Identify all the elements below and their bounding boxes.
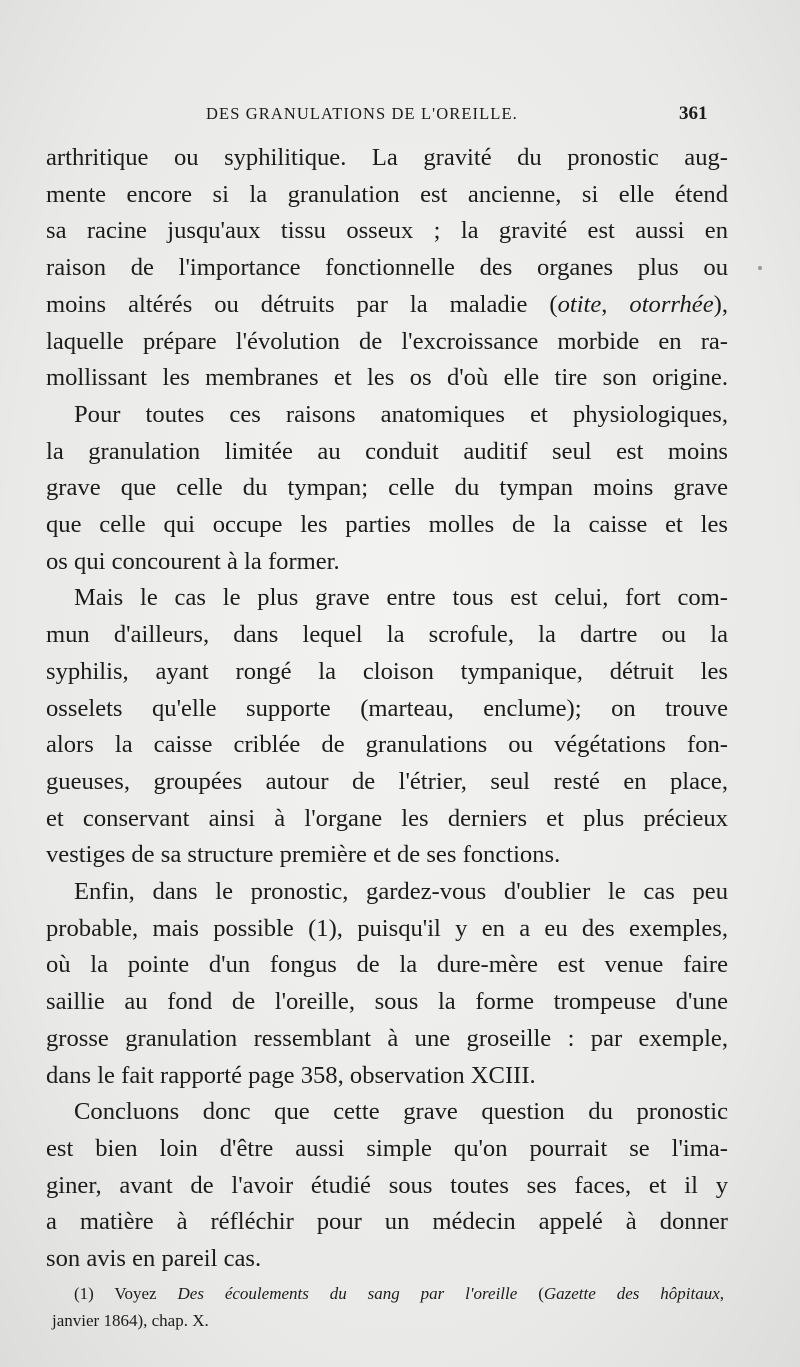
text-line: mollissant les membranes et les os d'où elle tire son origine.: [46, 364, 728, 392]
text-line: laquelle prépare l'évolution de l'excroissance morbide en ra-: [46, 327, 728, 355]
text-line: et conservant ainsi à l'organe les derniers et plus précieux: [46, 804, 728, 832]
text-line: Mais le cas le plus grave entre tous est celui, fort com-: [74, 584, 728, 612]
text-line: grosse granulation ressemblant à une groseille : par exemple,: [46, 1024, 728, 1052]
paragraph-4: [46, 874, 728, 1094]
paragraph-2: [46, 397, 728, 581]
text-line: mente encore si la granulation est ancienne, si elle étend: [46, 180, 728, 208]
text-line: raison de l'importance fonctionnelle des organes plus ou: [46, 254, 728, 282]
italic-title: Gazette des hôpitaux: [543, 1284, 720, 1303]
text-line: Concluons donc que cette grave question du pronostic: [74, 1098, 728, 1126]
text-fragment: moins altérés ou détruits par la maladie (: [46, 290, 558, 318]
text-line: os qui concourent à la former.: [46, 547, 340, 575]
paper-speck: [758, 266, 762, 270]
text-fragment: (: [517, 1284, 544, 1303]
text-line: saillie au fond de l'oreille, sous la forme trompeuse d'une: [46, 988, 728, 1016]
text-line: vestiges de sa structure première et de ses fonctions.: [46, 841, 561, 869]
text-line: a matière à réfléchir pour un médecin appelé à donner: [46, 1208, 728, 1236]
text-line: la granulation limitée au conduit auditif seul est moins: [46, 437, 728, 465]
italic-term: otite: [557, 290, 602, 318]
text-line: giner, avant de l'avoir étudié sous toutes ses faces, et il y: [46, 1171, 728, 1199]
text-fragment: ,: [719, 1284, 724, 1303]
text-line: gueuses, groupées autour de l'étrier, seul resté en place,: [46, 767, 728, 795]
text-line: probable, mais possible (1), puisqu'il y en a eu des exemples,: [46, 914, 728, 942]
footnote-line: janvier 1864), chap. X.: [52, 1311, 209, 1330]
footnote-line: [52, 1280, 724, 1307]
text-line: Enfin, dans le pronostic, gardez-vous d'oublier le cas peu: [74, 878, 728, 906]
body-text: [46, 140, 728, 1278]
italic-term: otorrhée: [629, 290, 714, 318]
text-fragment: ),: [713, 290, 728, 318]
text-line: où la pointe d'un fongus de la dure-mère est venue faire: [46, 951, 728, 979]
italic-title: Des écoulements du sang par l'oreille: [177, 1284, 518, 1303]
text-fragment: ,: [601, 290, 630, 318]
text-line: son avis en pareil cas.: [46, 1245, 262, 1273]
text-line: alors la caisse criblée de granulations ou végétations fon-: [46, 731, 728, 759]
text-line: que celle qui occupe les parties molles de la caisse et les: [46, 511, 728, 539]
running-head: DES GRANULATIONS DE L'OREILLE.: [206, 104, 518, 123]
footnote: [52, 1280, 724, 1334]
page-header: [0, 104, 800, 128]
paragraph-5: [46, 1094, 728, 1278]
text-line: arthritique ou syphilitique. La gravité du pronostic aug-: [46, 144, 728, 171]
text-line: [46, 287, 728, 324]
text-fragment: (1) Voyez: [74, 1284, 178, 1303]
text-line: mun d'ailleurs, dans lequel la scrofule, la dartre ou la: [46, 621, 728, 649]
paragraph-3: [46, 580, 728, 874]
text-line: sa racine jusqu'aux tissu osseux ; la gravité est aussi en: [46, 217, 728, 245]
text-line: grave que celle du tympan; celle du tympan moins grave: [46, 474, 728, 502]
text-line: dans le fait rapporté page 358, observation XCIII.: [46, 1061, 536, 1089]
paragraph-1: [46, 140, 728, 397]
text-line: osselets qu'elle supporte (marteau, enclume); on trouve: [46, 694, 728, 722]
text-line: Pour toutes ces raisons anatomiques et physiologiques,: [74, 400, 728, 428]
page-number: 361: [679, 103, 708, 124]
text-line: est bien loin d'être aussi simple qu'on pourrait se l'ima-: [46, 1134, 728, 1162]
text-line: syphilis, ayant rongé la cloison tympanique, détruit les: [46, 657, 728, 685]
